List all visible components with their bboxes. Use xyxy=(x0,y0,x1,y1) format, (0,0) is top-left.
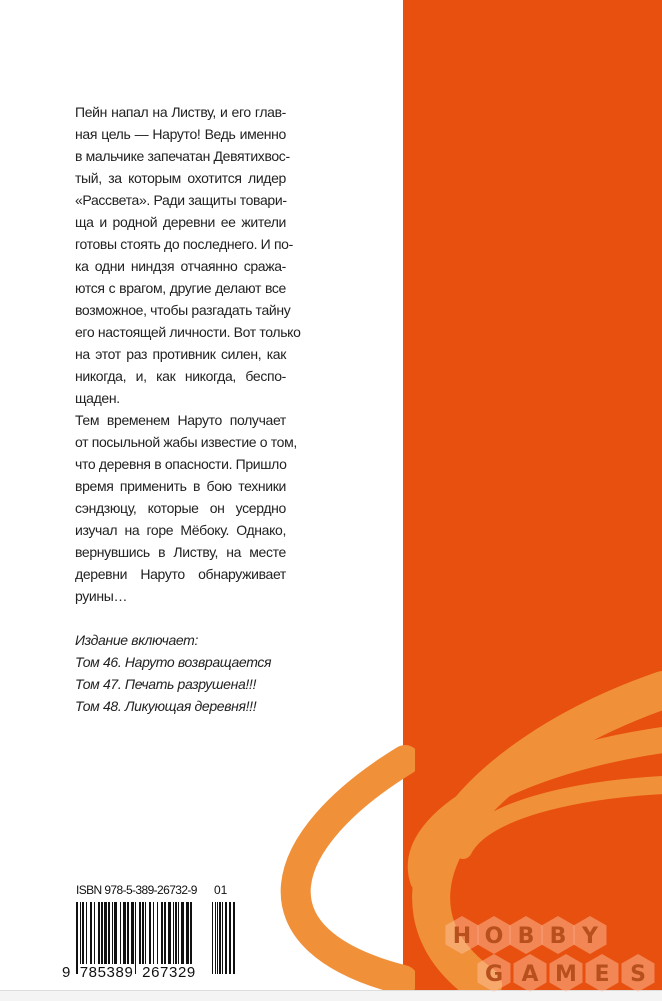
text-line: никогда, и, как никогда, беспо- xyxy=(75,368,286,384)
text-line: в мальчике запечатан Девятихвос- xyxy=(75,148,290,164)
barcode-bar xyxy=(161,902,163,964)
barcode-bar xyxy=(145,902,146,964)
logo-hex-tile xyxy=(550,954,583,992)
barcode-bar xyxy=(215,902,216,974)
barcode-bar xyxy=(142,902,144,964)
barcode-bar xyxy=(104,902,107,964)
logo-letter: B xyxy=(549,924,567,949)
barcode-bar xyxy=(175,902,177,964)
logo-letter: H xyxy=(452,924,472,949)
logo-letter: E xyxy=(594,962,610,987)
text-line: Пейн напал на Листву, и его глав- xyxy=(75,104,286,120)
text-line: руины… xyxy=(75,588,128,604)
barcode-bar xyxy=(94,902,95,964)
logo-hex-tile xyxy=(542,916,575,954)
barcode-bar xyxy=(219,902,221,974)
barcode-bar xyxy=(131,902,134,964)
barcode-digits xyxy=(62,964,196,981)
text-line: Тем временем Наруто получает xyxy=(75,412,286,428)
text-line: щаден. xyxy=(75,390,120,406)
logo-hex-tile xyxy=(514,954,547,992)
logo-hex-tile xyxy=(510,916,543,954)
text-line: его настоящей личности. Вот только xyxy=(75,324,301,340)
text-line: Том 46. Наруто возвращается xyxy=(75,654,272,670)
barcode-bar xyxy=(229,902,231,974)
text-line: тый, за которым охотится лидер xyxy=(75,170,286,186)
isbn-label: ISBN 978-5-389-26732-9 xyxy=(76,883,197,897)
logo-letter: A xyxy=(521,962,539,987)
logo-hex-tile xyxy=(622,954,655,992)
text-line: «Рассвета». Ради защиты товари- xyxy=(75,192,287,208)
orange-panel xyxy=(403,0,662,990)
logo-letter: Y xyxy=(582,924,598,949)
logo-hex-tile xyxy=(586,954,619,992)
text-line: время применить в бою техники xyxy=(75,478,286,494)
barcode-digits-left: 785389 xyxy=(79,964,134,981)
barcode-bar xyxy=(98,902,100,964)
cover-blurb xyxy=(75,101,301,717)
logo-letter: S xyxy=(630,962,646,987)
barcode-bar xyxy=(123,902,126,964)
text-line: сэндзюцу, которые он усердно xyxy=(75,500,286,516)
barcode-bar xyxy=(90,902,92,964)
text-line: на этот раз противник силен, как xyxy=(75,346,286,362)
text-line: ка одни ниндзя отчаянно сража- xyxy=(75,258,286,274)
barcode-bar xyxy=(190,902,192,964)
logo-hex-tile xyxy=(478,954,511,992)
logo-letter: M xyxy=(555,962,577,987)
barcode-bar xyxy=(181,902,184,964)
logo-letter: O xyxy=(484,924,504,949)
barcode-bar xyxy=(127,902,129,964)
barcode-bar xyxy=(108,902,110,964)
barcode-addon-label: 01 xyxy=(214,883,228,897)
text-line: ная цель — Наруто! Ведь именно xyxy=(75,126,286,142)
hobby-games-watermark-logo xyxy=(440,915,662,995)
barcode-bar xyxy=(164,902,166,964)
barcode-bar xyxy=(233,902,235,974)
barcode-bar xyxy=(112,902,113,964)
orbit-arcs-graphic xyxy=(403,0,662,990)
blurb-paragraph-1 xyxy=(75,101,301,409)
barcode-bar xyxy=(153,902,154,964)
barcode-bar xyxy=(139,902,141,964)
text-line: Издание включает: xyxy=(75,632,199,648)
logo-hex-tile xyxy=(446,916,479,954)
barcode-bar xyxy=(168,902,171,964)
barcode-bar xyxy=(222,902,223,974)
barcode-bar xyxy=(80,902,81,964)
text-line: деревни Наруто обнаруживает xyxy=(75,566,286,582)
barcode-bar xyxy=(178,902,179,964)
text-line: ются с врагом, другие делают все xyxy=(75,280,286,296)
text-line: что деревня в опасности. Пришло xyxy=(75,456,287,472)
barcode-first-digit: 9 xyxy=(62,964,71,981)
text-line: ща и родной деревни ее жители xyxy=(75,214,286,230)
barcode-bar xyxy=(212,902,213,974)
barcode-bar xyxy=(101,902,103,964)
logo-letter: G xyxy=(484,962,504,987)
barcode-bar xyxy=(217,902,218,974)
barcode-digits-right: 267329 xyxy=(142,964,196,981)
text-line: готовы стоять до последнего. И по- xyxy=(75,236,293,252)
barcode-bar xyxy=(186,902,189,964)
text-line: возможное, чтобы разгадать тайну xyxy=(75,302,291,318)
text-line: изучал на горе Мёбоку. Однако, xyxy=(75,522,286,538)
text-line: от посыльной жабы известие о том, xyxy=(75,434,297,450)
text-line: вернувшись в Листву, на месте xyxy=(75,544,286,560)
logo-letter: B xyxy=(517,924,535,949)
text-line: Том 48. Ликующая деревня!!! xyxy=(75,698,257,714)
barcode-bar xyxy=(120,902,121,964)
blurb-paragraph-2 xyxy=(75,409,297,607)
edition-contents xyxy=(75,629,286,717)
barcode-bar xyxy=(114,902,117,964)
barcode-bar xyxy=(82,902,84,964)
barcode-bar xyxy=(173,902,174,964)
logo-hex-tile xyxy=(574,916,607,954)
barcode-bar xyxy=(157,902,158,964)
barcode-bar xyxy=(86,902,87,964)
barcode-bar xyxy=(225,902,227,974)
text-line: Том 47. Печать разрушена!!! xyxy=(75,676,257,692)
barcode-bar xyxy=(149,902,151,964)
logo-hex-tile xyxy=(478,916,511,954)
